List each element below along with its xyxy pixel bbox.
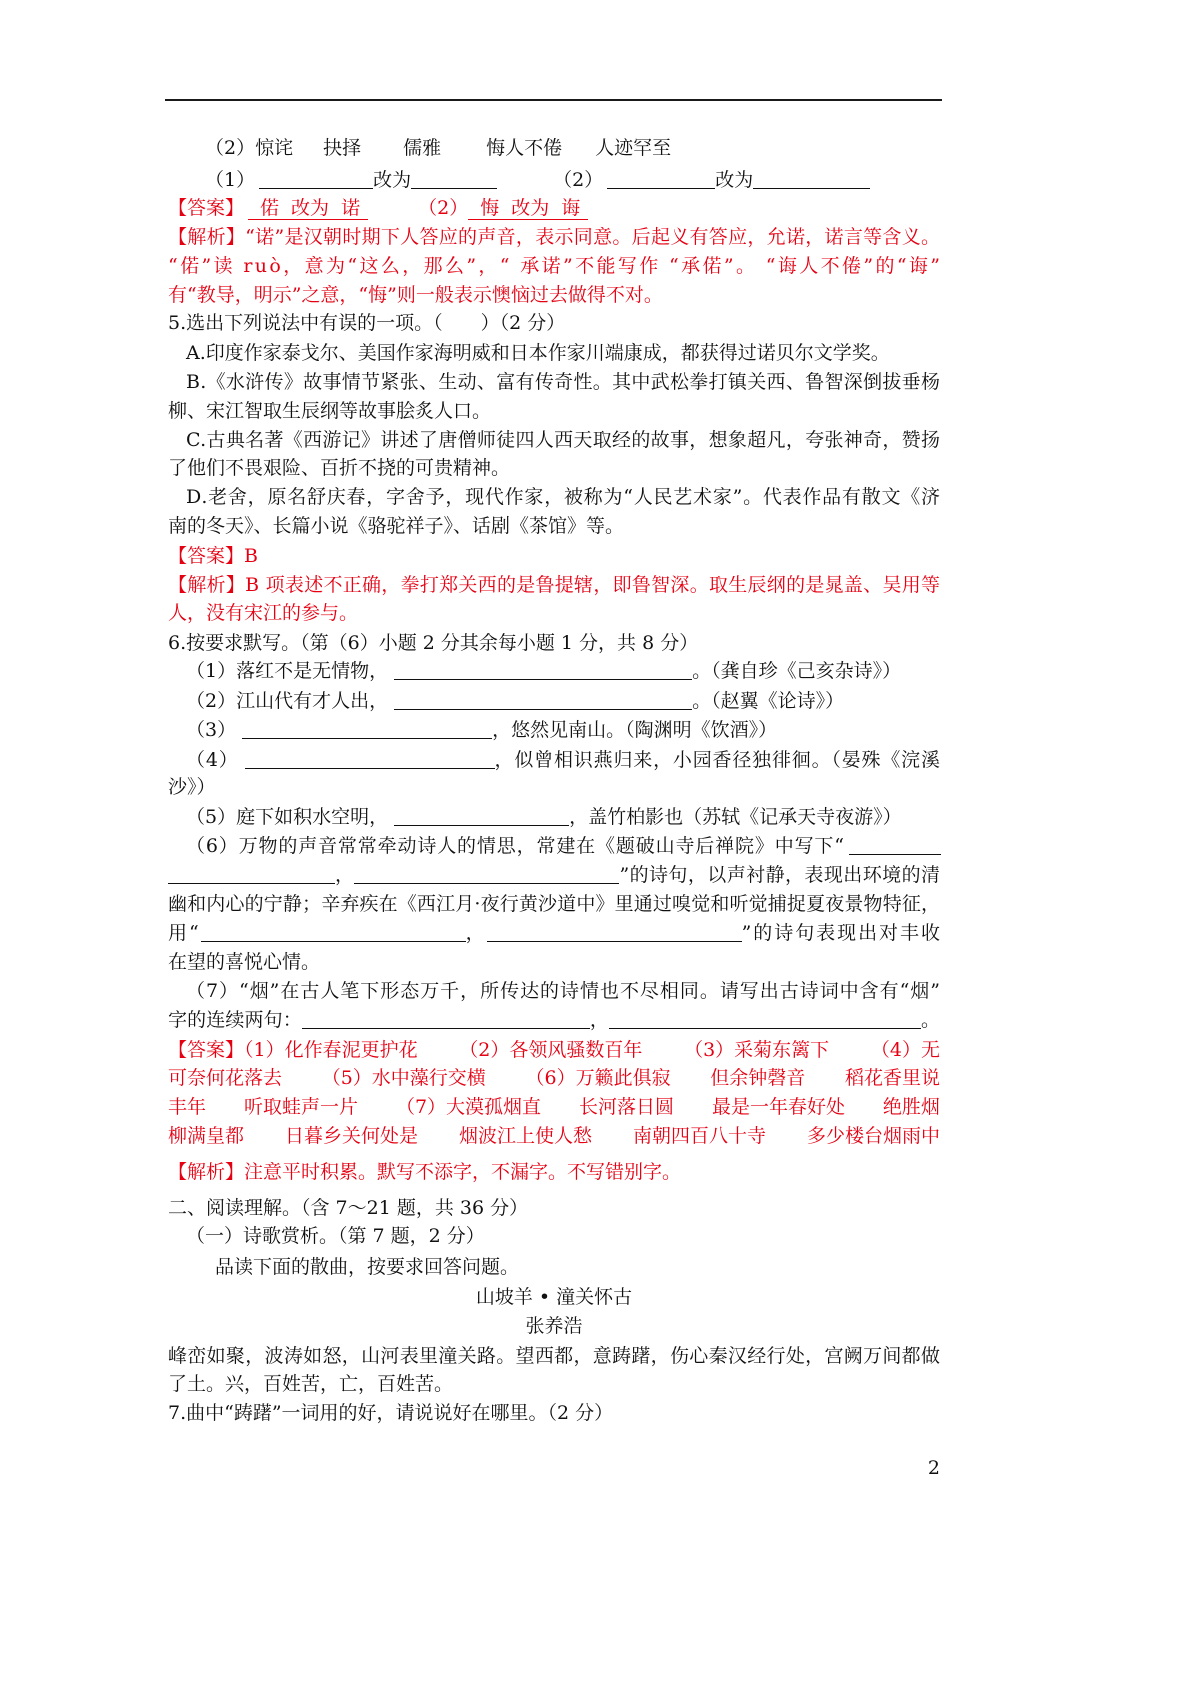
- item-text: （5）庭下如积水空明，: [186, 806, 389, 828]
- answer-underlined: 偌 改为 诺: [248, 197, 368, 220]
- sub-heading: （一）诗歌赏析。（第 7 题，2 分）: [186, 1225, 485, 1247]
- answer-blank: [849, 853, 941, 855]
- item-label: （2）: [205, 137, 256, 159]
- item-text: （7）“烟”在古人笔下形态万千，所传达的诗情也不尽相同。请写出古诗词中含有“烟”: [186, 980, 941, 1002]
- word: 惊诧: [255, 137, 294, 159]
- answer-item: （7）大漠孤烟直: [395, 1096, 542, 1118]
- q5-option-a: A.印度作家泰戈尔、美国作家海明威和日本作家川端康成，都获得过诺贝尔文学奖。: [186, 342, 890, 364]
- answer-tag: 【答案】: [168, 197, 245, 219]
- q6-answer-line: [168, 1122, 940, 1151]
- word: 抉择: [323, 137, 362, 159]
- option-text: D.老舍，原名舒庆春，字舍予，现代作家，被称为“人民艺术家”。代表作品有散文《济: [186, 486, 941, 508]
- answer-blank: [245, 767, 495, 769]
- answer-item: 长河落日圆: [578, 1096, 674, 1118]
- answer-blank: [242, 737, 492, 739]
- q6-item-4: [186, 746, 940, 775]
- option-text: B.《水浒传》故事情节紧张、生动、富有传奇性。其中武松拳打镇关西、鲁智深倒拔垂杨: [186, 371, 941, 393]
- q4-analysis-line: 有“教导，明示”之意，“悔”则一般表示懊恼过去做得不对。: [168, 284, 663, 306]
- q6-answer-line: [168, 1036, 940, 1065]
- answer-item: 绝胜烟: [882, 1096, 940, 1118]
- item-text: ，: [465, 922, 487, 944]
- q6-item-1: [186, 657, 940, 686]
- poem-title: 山坡羊 • 潼关怀古: [475, 1286, 633, 1308]
- item-source: 。（赵翼《论诗》）: [692, 690, 845, 712]
- fill-label: （2）: [553, 169, 604, 191]
- answer-item: 【答案】（1）化作春泥更护花: [168, 1039, 418, 1061]
- answer-item: （6）万籁此俱寂: [525, 1067, 671, 1089]
- answer-item: （5）水中藻行交横: [321, 1067, 486, 1089]
- analysis-text: 【解析】B 项表述不正确，拳打郑关西的是鲁提辖，即鲁智深。取生辰纲的是晁盖、吴用等: [168, 574, 941, 596]
- item-text: 幽和内心的宁静；辛弃疾在《西江月·夜行黄沙道中》里通过嗅觉和听觉捕捉夏夜景物特征，: [168, 893, 941, 915]
- poem-line: [168, 1342, 940, 1371]
- analysis-text: 【解析】“诺”是汉朝时期下人答应的声音，表示同意。后起义有答应，允诺，诺言等含义。: [168, 226, 941, 248]
- q6-item-6-line-4: [168, 919, 940, 948]
- q6-item-6: [186, 832, 940, 861]
- answer-blank: [354, 882, 619, 884]
- q5-analysis-line: [168, 571, 940, 600]
- q6-item-7: [186, 977, 940, 1006]
- item-text: （6）万物的声音常常牵动诗人的情思，常建在《题破山寺后禅院》中写下“: [186, 835, 845, 857]
- instruction: 品读下面的散曲，按要求回答问题。: [215, 1256, 520, 1278]
- q5-option-b-cont: 柳、宋江智取生辰纲等故事脍炙人口。: [168, 400, 492, 422]
- item-text: ，: [335, 864, 355, 886]
- q6-analysis: 【解析】注意平时积累。默写不添字，不漏字。不写错别字。: [168, 1161, 682, 1183]
- answer-item: 烟波江上使人愁: [458, 1125, 592, 1147]
- change-text: 改为: [373, 169, 412, 191]
- change-text: 改为: [715, 169, 754, 191]
- item-label: （4）: [186, 749, 239, 771]
- answer-item: 可奈何花落去: [168, 1067, 283, 1089]
- q6-item-5: [186, 803, 940, 832]
- answer-blank: [394, 708, 692, 710]
- answer-item: （4）无: [870, 1039, 940, 1061]
- option-text: C.古典名著《西游记》讲述了唐僧师徒四人西天取经的故事，想象超凡，夸张神奇，赞扬: [186, 429, 941, 451]
- item-text: ，悠然见南山。（陶渊明《饮酒》）: [492, 719, 778, 741]
- q5-option-d: [186, 483, 940, 512]
- section-heading: 二、阅读理解。（含 7～21 题，共 36 分）: [168, 1197, 529, 1219]
- answer-blank: [394, 678, 692, 680]
- answer-item: 多少楼台烟雨中: [806, 1125, 940, 1147]
- q6-answer-line: [168, 1064, 940, 1093]
- item-text: 字的连续两句：: [168, 1009, 302, 1031]
- q6-item-6-line-5: 在望的喜悦心情。: [168, 951, 321, 973]
- q4-analysis-line: [168, 223, 940, 252]
- q5-option-c: [186, 426, 940, 455]
- q4-analysis-line: [168, 252, 943, 281]
- answer-item: （3）采菊东篱下: [684, 1039, 830, 1061]
- item-label: （3）: [186, 719, 237, 741]
- answer-item: （2）各领风骚数百年: [459, 1039, 643, 1061]
- answer-blank: [411, 187, 497, 189]
- answer-item: 柳满皇都: [168, 1125, 245, 1147]
- answer-item: 丰年: [168, 1096, 207, 1118]
- answer-blank: [394, 824, 569, 826]
- answer-item: 最是一年春好处: [711, 1096, 845, 1118]
- poem-text: 峰峦如聚，波涛如怒，山河表里潼关路。望西都，意踌躇，伤心秦汉经行处，宫阙万间都做: [168, 1345, 941, 1367]
- q4-answer-line: [168, 194, 940, 223]
- item-text: （2）江山代有才人出，: [186, 690, 389, 712]
- answer-blank: [259, 187, 373, 189]
- answer-item: 但余钟磬音: [710, 1067, 806, 1089]
- fill-label: （1）: [205, 169, 256, 191]
- poem-author: 张养浩: [525, 1315, 583, 1337]
- answer-blank: [168, 882, 335, 884]
- q6-answer-line: [168, 1093, 940, 1122]
- answer-item: 听取蛙声一片: [243, 1096, 358, 1118]
- answer-blank: [302, 1027, 590, 1029]
- word: 人迹罕至: [595, 137, 672, 159]
- q6-item-2: [186, 687, 940, 716]
- q5-answer: 【答案】B: [168, 545, 258, 567]
- poem-line: 了土。兴，百姓苦，亡，百姓苦。: [168, 1373, 454, 1395]
- answer-item: 日暮乡关何处是: [284, 1125, 418, 1147]
- item-source: 。（龚自珍《己亥杂诗》）: [692, 660, 902, 682]
- item-text: ，: [589, 1009, 609, 1031]
- q7-stem: 7.曲中“踌躇”一词用的好，请说说好在哪里。（2 分）: [168, 1402, 614, 1424]
- item-text: ，似曾相识燕归来，小园香径独徘徊。（晏殊《浣溪: [494, 749, 941, 771]
- q5-option-d-cont: 南的冬天》、长篇小说《骆驼祥子》、话剧《茶馆》等。: [168, 515, 625, 537]
- q6-item-3: [186, 716, 940, 745]
- answer-blank: [201, 940, 466, 942]
- q4-item-2: [205, 134, 940, 163]
- answer-underlined: 悔 改为 诲: [468, 197, 588, 220]
- item-text: ”的诗句，以声衬静，表现出环境的清: [619, 864, 941, 886]
- answer-blank: [487, 940, 742, 942]
- header-rule: [165, 99, 942, 101]
- q5-analysis-line: 人，没有宋江的参与。: [168, 602, 359, 624]
- q5-option-c-cont: 了他们不畏艰险、百折不挠的可贵精神。: [168, 457, 511, 479]
- q5-stem: 5.选出下列说法中有误的一项。（ ）（2 分）: [168, 312, 566, 334]
- answer-blank: [609, 1027, 921, 1029]
- answer-item: 稻花香里说: [844, 1067, 940, 1089]
- word: 儒雅: [403, 137, 442, 159]
- answer-blank: [753, 187, 870, 189]
- analysis-text: “偌”读 ruò，意为“这么，那么”，“ 承诺”不能写作 “承偌”。 “诲人不倦”的“诲”: [168, 255, 943, 277]
- item-text: 用“: [168, 922, 201, 944]
- item-text: 。: [920, 1009, 941, 1031]
- q6-item-4-cont: 沙》）: [168, 776, 216, 798]
- page-number: 2: [927, 1457, 940, 1479]
- answer-label: （2）: [418, 197, 469, 219]
- word: 悔人不倦: [486, 137, 563, 159]
- q6-item-6-line-2: [168, 861, 940, 890]
- item-source: ，盖竹柏影也（苏轼《记承天寺夜游》）: [569, 806, 902, 828]
- q6-stem: 6.按要求默写。（第（6）小题 2 分其余每小题 1 分，共 8 分）: [168, 632, 699, 654]
- answer-item: 南朝四百八十寺: [632, 1125, 766, 1147]
- item-text: ”的诗句表现出对丰收: [741, 922, 942, 944]
- q4-fill-line: [205, 166, 940, 195]
- q6-item-7-line-2: [168, 1006, 940, 1035]
- q5-option-b: [186, 368, 940, 397]
- q6-item-6-line-3: [168, 890, 940, 919]
- item-text: （1）落红不是无情物，: [186, 660, 389, 682]
- answer-blank: [607, 187, 715, 189]
